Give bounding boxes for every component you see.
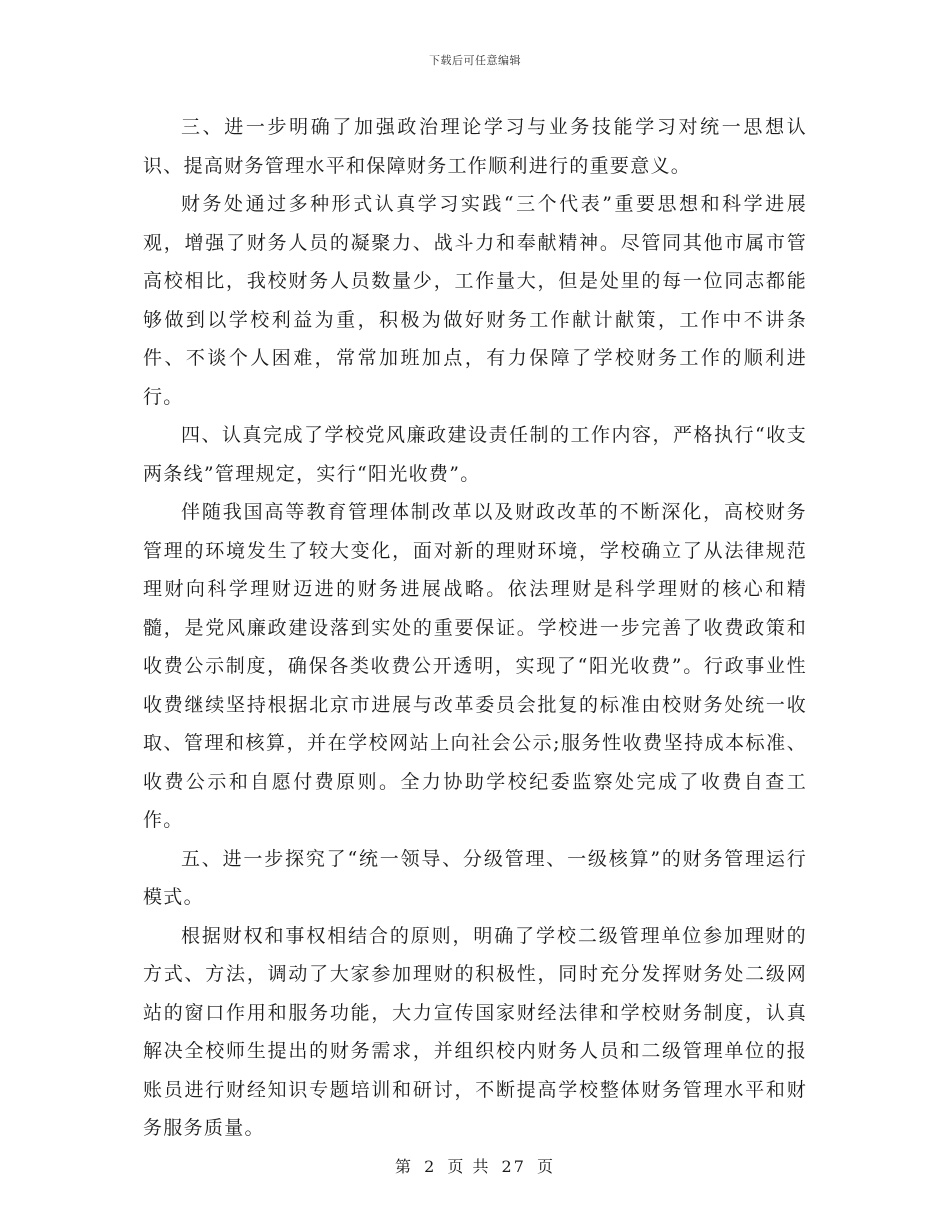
footer-page-number: 2 (424, 1157, 437, 1176)
footer-middle: 页 共 (447, 1157, 491, 1176)
document-body (143, 108, 807, 1148)
footer-suffix: 页 (537, 1157, 556, 1176)
page-footer (0, 1154, 950, 1177)
paragraph-section-five-heading: 五、进一步探究了“统一领导、分级管理、一级核算”的财务管理运行模式。 (143, 847, 807, 908)
paragraph-section-four-heading: 四、认真完成了学校党风廉政建设责任制的工作内容，严格执行“收支两条线”管理规定，实行“阳光收费”。 (143, 424, 807, 485)
paragraph-section-three-heading: 三、进一步明确了加强政治理论学习与业务技能学习对统一思想认识、提高财务管理水平和保障财务工作顺利进行的重要意义。 (143, 116, 807, 177)
footer-prefix: 第 (394, 1157, 413, 1176)
paragraph-section-four-body: 伴随我国高等教育管理体制改革以及财政改革的不断深化，高校财务管理的环境发生了较大变化，面对新的理财环境，学校确立了从法律规范理财向科学理财迈进的财务进展战略。依法理财是科学理财的核心和精髓，是党风廉政建设落到实处的重要保证。学校进一步完善了收费政策和收费公示制度，确保各类收费公开透明，实现了“阳光收费”。行政事业性收费继续坚持根据北京市进展与改革委员会批复的标准由校财务处统一收取、管理和核算，并在学校网站上向社会公示;服务性收费坚持成本标准、收费公示和自愿付费原则。全力协助学校纪委监察处完成了收费自查工作。 (143, 501, 807, 831)
paragraph-section-five-body: 根据财权和事权相结合的原则，明确了学校二级管理单位参加理财的方式、方法，调动了大家参加理财的积极性，同时充分发挥财务处二级网站的窗口作用和服务功能，大力宣传国家财经法律和学校财务制度，认真解决全校师生提出的财务需求，并组织校内财务人员和二级管理单位的报账员进行财经知识专题培训和研讨，不断提高学校整体财务管理水平和财务服务质量。 (143, 924, 807, 1139)
page-header: 下载后可任意编辑 (429, 54, 521, 67)
paragraph-section-three-body: 财务处通过多种形式认真学习实践“三个代表”重要思想和科学进展观，增强了财务人员的凝聚力、战斗力和奉献精神。尽管同其他市属市管高校相比，我校财务人员数量少，工作量大，但是处里的每一位同志都能够做到以学校利益为重，积极为做好财务工作献计献策，工作中不讲条件、不谈个人困难，常常加班加点，有力保障了学校财务工作的顺利进行。 (143, 193, 807, 408)
footer-total-pages: 27 (501, 1157, 526, 1176)
